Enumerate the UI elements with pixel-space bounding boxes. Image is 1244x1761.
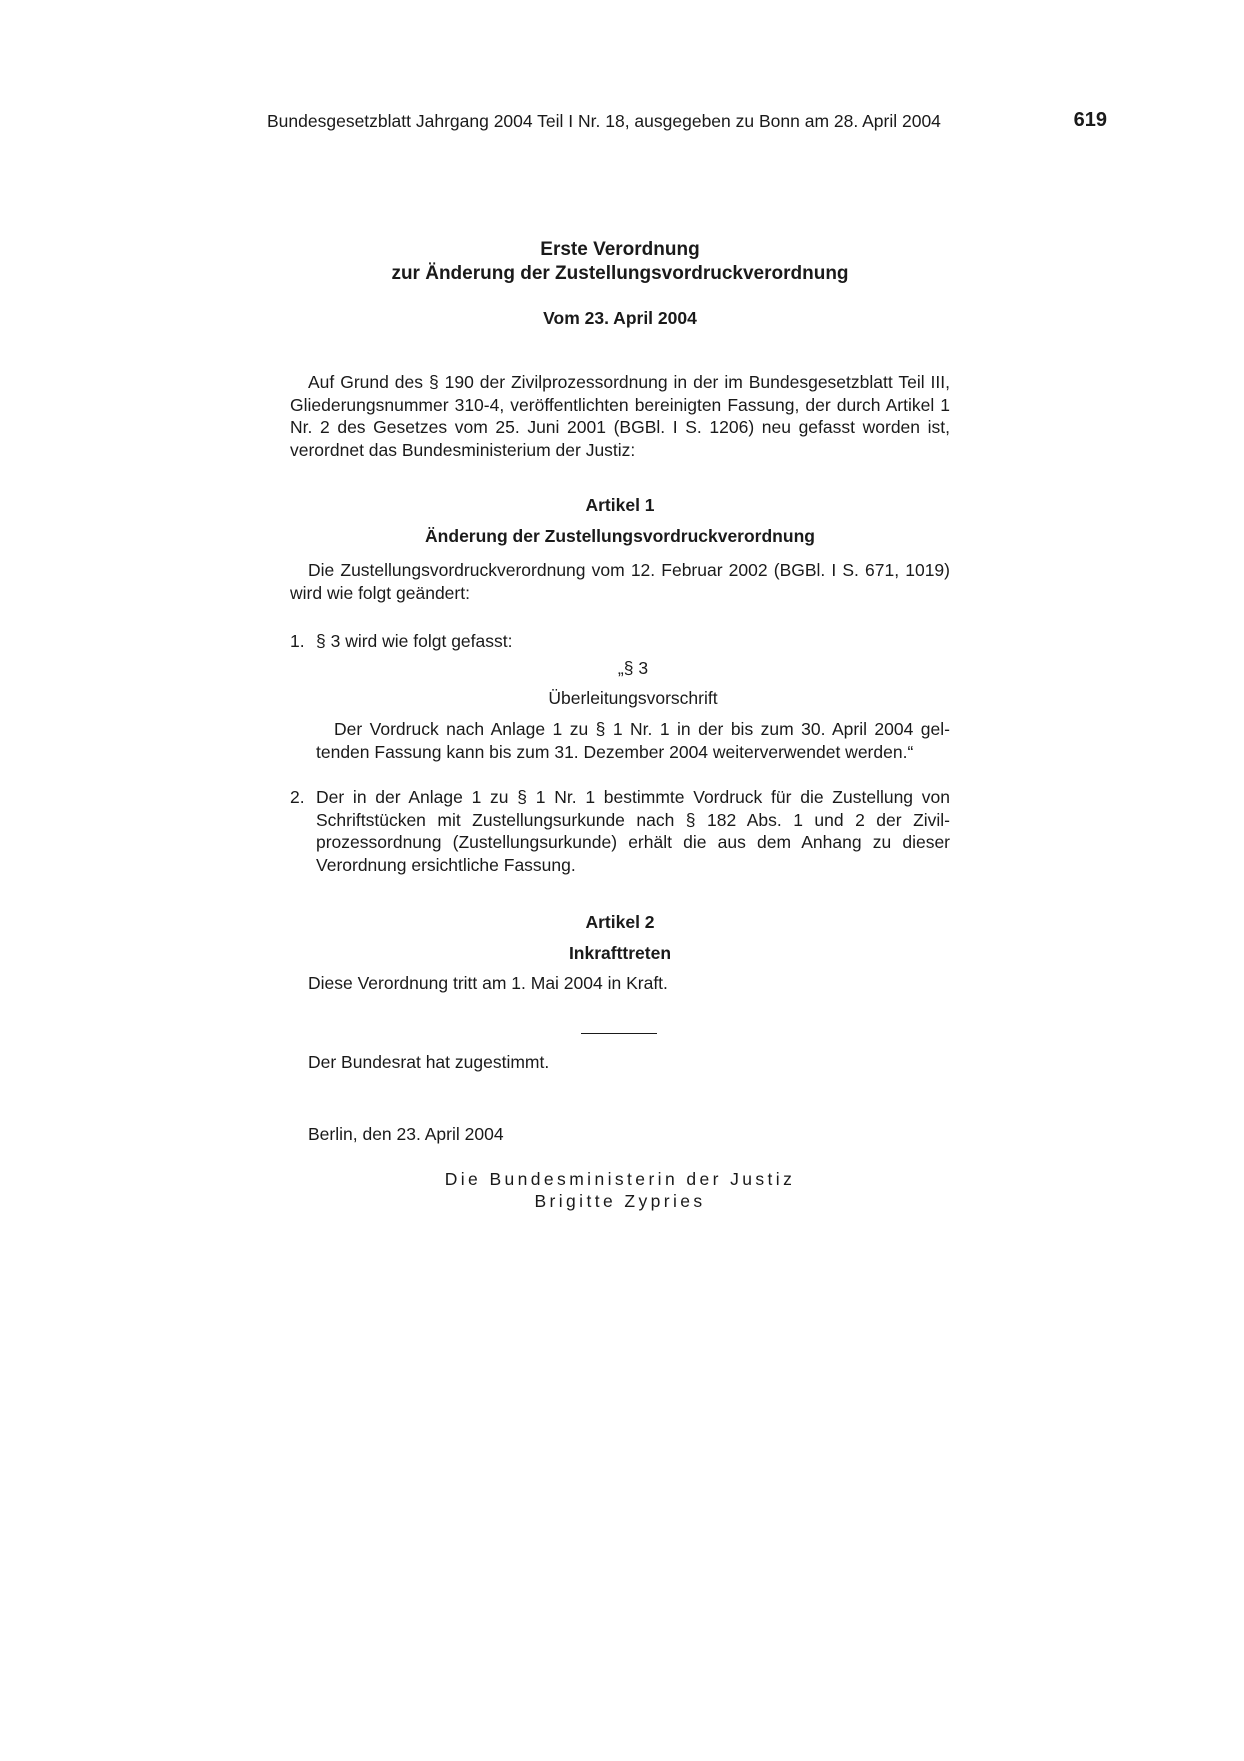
list-item-2-number: 2.: [290, 787, 305, 807]
article-2-number: Artikel 2: [585, 912, 655, 932]
document-title: [290, 238, 950, 286]
place-date: Berlin, den 23. April 2004: [308, 1124, 504, 1144]
separator-rule: [581, 1033, 657, 1034]
running-header: Bundesgesetzblatt Jahrgang 2004 Teil I Nr. 18, ausgegeben zu Bonn am 28. April 2004: [267, 111, 941, 131]
quoted-section-text: Der Vordruck nach Anlage 1 zu § 1 Nr. 1 in der bis zum 30. April 2004 geltenden Fassung kann bis zum 31. Dezember 2004 weiterverwendet werden.“: [316, 719, 950, 762]
article-1-number: Artikel 1: [585, 495, 655, 515]
article-1-intro: Die Zustellungsvordruckverordnung vom 12. Februar 2002 (BGBl. I S. 671, 1019) wird wie folgt geändert:: [290, 560, 950, 603]
list-item-2: [290, 786, 950, 876]
list-item-1-text: § 3 wird wie folgt gefasst:: [316, 631, 513, 651]
signatory-name: Brigitte Zypries: [534, 1191, 706, 1211]
list-item-1: [290, 630, 950, 653]
preamble-paragraph: Auf Grund des § 190 der Zivilprozessordnung in der im Bundesgesetzblatt Teil III, Gliederungsnummer 310-4, veröffentlichten bereinigten Fassung, der durch Artikel 1 Nr. 2 des Gesetzes vom 25. Juni 2001 (BGBl. I S. 1206) neu gefasst worden ist, verordnet das Bundesministerium der Justiz:: [290, 372, 950, 460]
document-date: Vom 23. April 2004: [543, 308, 697, 328]
quoted-section-heading: Überleitungsvorschrift: [548, 688, 718, 708]
signatory-role: Die Bundesministerin der Justiz: [444, 1169, 796, 1189]
quoted-section-number: „§ 3: [617, 658, 649, 678]
title-line-2: zur Änderung der Zustellungsvordruckverordnung: [391, 263, 849, 284]
article-2-heading: Inkrafttreten: [568, 943, 672, 963]
list-item-1-number: 1.: [290, 631, 305, 651]
article-2-text: Diese Verordnung tritt am 1. Mai 2004 in Kraft.: [308, 973, 668, 993]
page-number: 619: [1073, 109, 1107, 131]
list-item-2-text: Der in der Anlage 1 zu § 1 Nr. 1 bestimmte Vordruck für die Zustellung von Schriftstücken mit Zustellungsurkunde nach § 182 Abs. 1 und 2 der Zivilprozessordnung (Zustellungsurkunde) erhält die aus dem Anhang zu dieser Verordnung ersichtliche Fassung.: [316, 787, 950, 875]
article-1-heading: Änderung der Zustellungsvordruckverordnung: [425, 526, 815, 546]
bundesrat-consent: Der Bundesrat hat zugestimmt.: [308, 1052, 550, 1072]
title-line-1: Erste Verordnung: [540, 239, 700, 260]
